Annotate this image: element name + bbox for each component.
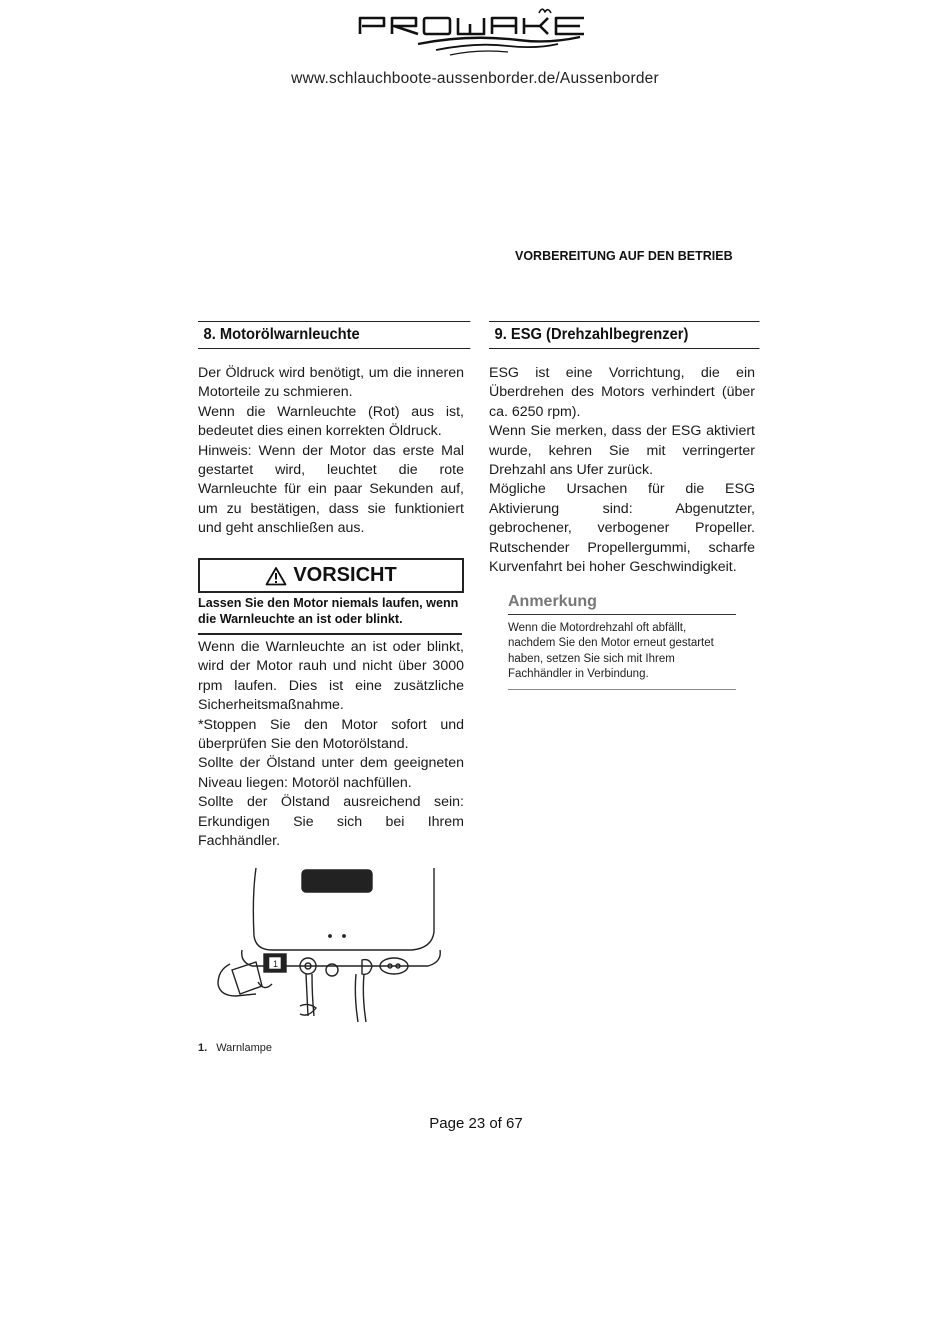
engine-drawing [212,866,452,1022]
section-9-paragraph: ESG ist eine Vorrichtung, die ein Überdrehen des Motors verhindert (über ca. 6250 rpm). [489,365,755,420]
prowake-logo-graphic [358,4,590,56]
section-8-title: 8. Motorölwarnleuchte [198,321,470,349]
caution-label: VORSICHT [293,564,397,586]
caution-text: Lassen Sie den Motor niemals laufen, wenn die Warnleuchte an ist oder blinkt. [198,596,462,635]
chapter-header: VORBEREITUNG AUF DEN BETRIEB [515,249,733,263]
note-text: Wenn die Motordrehzahl oft abfällt, nachdem Sie den Motor erneut gestartet haben, setzen Sie sich mit Ihrem Fachhändler in Verbindung. [508,621,736,690]
figure-caption-label: Warnlampe [216,1042,273,1054]
section-9-body [489,364,755,577]
section-9-title: 9. ESG (Drehzahlbegrenzer) [489,321,759,349]
figure-caption-number: 1. [198,1042,208,1054]
caution-box [198,558,464,593]
prowake-logo [358,4,590,56]
section-8-detail-paragraph: Wenn die Warnleuchte an ist oder blinkt, wird der Motor rauh und nicht über 3000 rpm laufen. Dies ist eine zusätzliche Sicherheitsmaßnahme. [198,639,464,714]
section-8-intro [198,364,464,539]
section-8-intro-paragraph: Hinweis: Wenn der Motor das erste Mal gestartet wird, leuchtet die rote Warnleuchte für ein paar Sekunden auf, um zu bestätigen, dass sie funktioniert und geht anschließen aus. [198,442,464,537]
note-title: Anmerkung [508,593,736,615]
site-url: www.schlauchboote-aussenborder.de/Aussenborder [291,70,659,87]
section-8-detail-paragraph: Sollte der Ölstand ausreichend sein: Erkundigen Sie sich bei Ihrem Fachhändler. [198,794,464,850]
page-number: Page 23 of 67 [429,1115,523,1132]
warning-triangle-icon [265,566,287,586]
section-8-intro-paragraph: Wenn die Warnleuchte (Rot) aus ist, bedeutet dies einen korrekten Öldruck. [198,403,464,440]
section-8-details [198,638,464,851]
section-8-detail-paragraph: Sollte der Ölstand unter dem geeigneten Niveau liegen: Motoröl nachfüllen. [198,755,464,791]
section-8-detail-paragraph: *Stoppen Sie den Motor sofort und überprüfen Sie den Motorölstand. [198,716,464,753]
figure-caption [198,1042,272,1054]
section-9-paragraph: Wenn Sie merken, dass der ESG aktiviert wurde, kehren Sie mit verringerter Drehzahl ans Ufer zurück. [489,423,755,479]
section-8-intro-paragraph: Der Öldruck wird benötigt, um die inneren Motorteile zu schmieren. [198,365,464,401]
section-9-paragraph: Mögliche Ursachen für die ESG Aktivierung sind: Abgenutzter, gebrochener, verbogener Propeller. Rutschender Propellergummi, scharfe Kurvenfahrt bei hoher Geschwindigkeit. [489,481,755,576]
figure-callout-number: 1 [273,959,279,969]
engine-warning-lamp-illustration [212,866,452,1022]
